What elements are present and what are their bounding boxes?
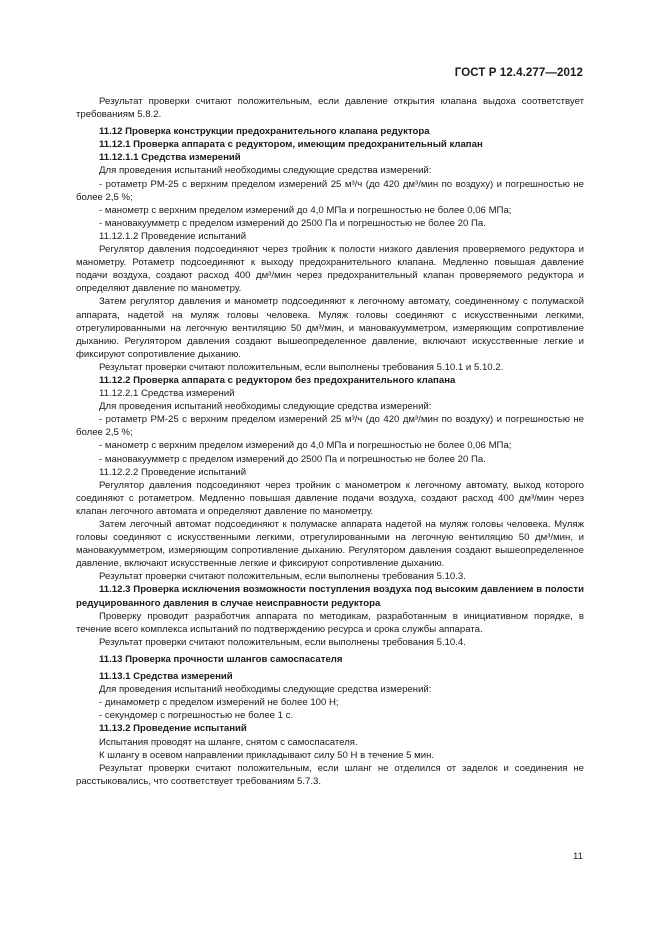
- subsection-heading: 11.12.2.1 Средства измерений: [99, 388, 235, 400]
- paragraph: Проверку проводит разработчик аппарата по методикам, разработанным в инициативном порядке, в течение всего комплекса испытаний по подтверждению ресурса и срока службы аппарата.: [76, 610, 584, 635]
- list-item: - мановакуумметр с пределом измерений до 2500 Па и погрешностью не более 20 Па.: [99, 217, 486, 229]
- list-item: - манометр с верхним пределом измерений до 4,0 МПа и погрешностью не более 0,06 МПа;: [99, 440, 512, 452]
- subsection-heading: 11.13.2 Проведение испытаний: [99, 723, 247, 735]
- list-item: - ротаметр РМ-25 с верхним пределом измерений 25 м³/ч (до 420 дм³/мин по воздуху) и погрешностью не более 2,5 %;: [76, 414, 584, 439]
- section-heading: 11.12 Проверка конструкции предохранительного клапана редуктора: [99, 126, 430, 138]
- paragraph: Испытания проводят на шланге, снятом с самоспасателя.: [99, 736, 358, 748]
- paragraph: Для проведения испытаний необходимы следующие средства измерений:: [99, 401, 432, 413]
- list-item: - мановакуумметр с пределом измерений до 2500 Па и погрешностью не более 20 Па.: [99, 453, 486, 465]
- list-item: - манометр с верхним пределом измерений до 4,0 МПа и погрешностью не более 0,06 МПа;: [99, 204, 512, 216]
- paragraph: Регулятор давления подсоединяют через тройник с манометром к легочному автомату, выход которого соединяют с ротаметром. Медленно повышая давление подачи воздуха, создают расход 400 дм³/мин через клапан легочного автомата и определяют давление по манометру.: [76, 479, 584, 517]
- paragraph: Регулятор давления подсоединяют через тройник к полости низкого давления проверяемого редуктора и манометру. Ротаметр подсоединяют к выходу предохранительного клапана. Медленно повышая давление подачи воздуха, создают расход 400 дм³/мин через предохранительный клапан проверяемого редуктора и определяют давление по манометру.: [76, 244, 584, 295]
- subsection-heading: 11.13.1 Средства измерений: [99, 671, 233, 683]
- paragraph: Результат проверки считают положительным, если выполнены требования 5.10.1 и 5.10.2.: [99, 361, 504, 373]
- paragraph: Результат проверки считают положительным, если шланг не отделился от заделок и соединения не расстыковались, что соответствует требованиям 5.7.3.: [76, 762, 584, 787]
- list-item: - секундомер с погрешностью не более 1 с.: [99, 710, 294, 722]
- subsection-heading: 11.12.2.2 Проведение испытаний: [99, 466, 247, 478]
- document-body: [76, 95, 584, 788]
- paragraph: Затем легочный автомат подсоединяют к полумаске аппарата надетой на муляж головы человека. Муляж головы соединяют с искусственными легкими, отрегулированными на легочную вентиляцию 50 дм³/мин, и мановакуумметром, измеряющим сопротивление дыханию. Регулятором давления создают вышеопределенное давление, включают искусственные легкие и фиксируют сопротивление дыханию.: [76, 519, 584, 570]
- subsection-heading: 11.12.1.2 Проведение испытаний: [99, 230, 247, 242]
- subsection-heading: 11.12.1 Проверка аппарата с редуктором, имеющим предохранительный клапан: [99, 139, 483, 151]
- paragraph: Результат проверки считают положительным, если выполнены требования 5.10.3.: [99, 571, 466, 583]
- paragraph: Результат проверки считают положительным, если давление открытия клапана выдоха соответствует требованиям 5.8.2.: [76, 96, 584, 121]
- list-item: - динамометр с пределом измерений не более 100 Н;: [99, 697, 339, 709]
- subsection-heading: 11.12.1.1 Средства измерений: [99, 152, 241, 164]
- subsection-heading: 11.12.3 Проверка исключения возможности поступления воздуха под высоким давлением в полости редуцированного давления в случае неисправности редуктора: [76, 584, 584, 609]
- paragraph: Результат проверки считают положительным, если выполнены требования 5.10.4.: [99, 636, 466, 648]
- paragraph: Затем регулятор давления и манометр подсоединяют к легочному автомату, соединенному с полумаской аппарата, надетой на муляж головы человека. Муляж головы соединяют с искусственными легкими, отрегулированными на легочную вентиляцию 50 дм³/мин, и мановакуумметром, измеряющим сопротивление дыханию. Регулятором давления создают вышеопределенное давление, включают искусственные легкие и фиксируют сопротивление дыханию.: [76, 296, 584, 360]
- page-number: 11: [573, 851, 583, 862]
- document-header: ГОСТ Р 12.4.277—2012: [454, 67, 583, 79]
- section-heading: 11.13 Проверка прочности шлангов самоспасателя: [99, 653, 343, 665]
- paragraph: К шлангу в осевом направлении прикладывают силу 50 Н в течение 5 мин.: [99, 749, 435, 761]
- subsection-heading: 11.12.2 Проверка аппарата с редуктором без предохранительного клапана: [99, 374, 456, 386]
- paragraph: Для проведения испытаний необходимы следующие средства измерений:: [99, 684, 432, 696]
- list-item: - ротаметр РМ-25 с верхним пределом измерений 25 м³/ч (до 420 дм³/мин по воздуху) и погрешностью не более 2,5 %;: [76, 178, 584, 203]
- paragraph: Для проведения испытаний необходимы следующие средства измерений:: [99, 165, 432, 177]
